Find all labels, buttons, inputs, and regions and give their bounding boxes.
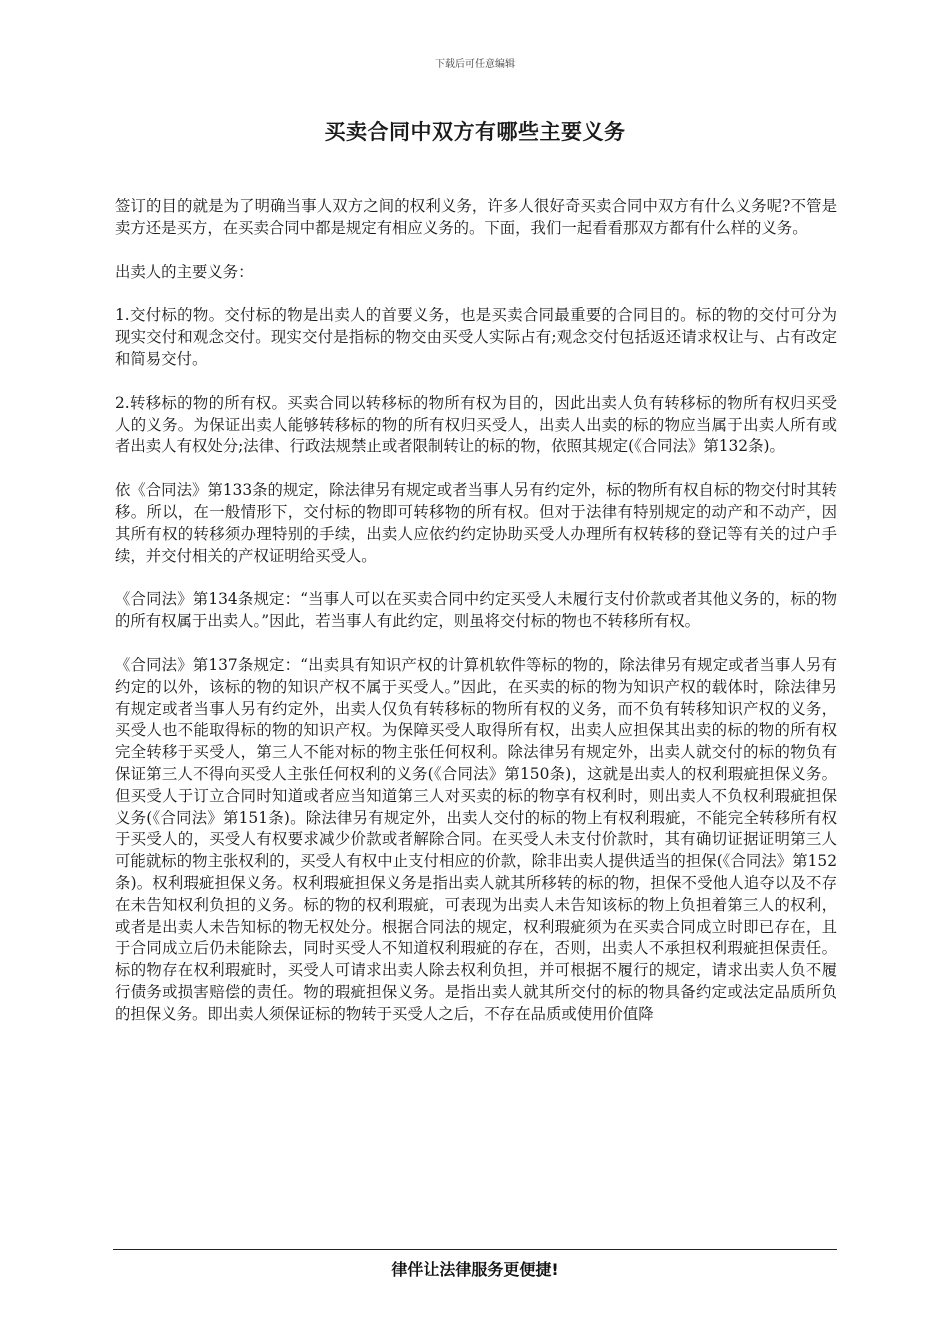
section-heading-seller-obligations: 出卖人的主要义务： xyxy=(115,262,254,281)
document-title: 买卖合同中双方有哪些主要义务 xyxy=(324,120,626,144)
paragraph-deliver-goods: 1.交付标的物。交付标的物是出卖人的首要义务，也是买卖合同最重要的合同目的。标的物的交付可分为现实交付和观念交付。现实交付是指标的物交由买受人实际占有;观念交付包括返还请求权让与、占有改定和简易交付。 xyxy=(115,306,837,368)
paragraph-article-133: 依《合同法》第133条的规定，除法律另有规定或者当事人另有约定外，标的物所有权自标的物交付时其转移。所以，在一般情形下，交付标的物即可转移物的所有权。但对于法律有特别规定的动产和不动产，因其所有权的转移须办理特别的手续，出卖人应依约约定协助买受人办理所有权转移的登记等有关的过户手续，并交付相关的产权证明给买受人。 xyxy=(115,481,837,565)
document-body xyxy=(115,196,837,1026)
intro-paragraph: 签订的目的就是为了明确当事人双方之间的权利义务，许多人很好奇买卖合同中双方有什么义务呢?不管是卖方还是买方，在买卖合同中都是规定有相应义务的。下面，我们一起看看那双方都有什么样的义务。 xyxy=(115,197,837,237)
footer-divider xyxy=(113,1249,837,1250)
paragraph-article-137: 《合同法》第137条规定：“出卖具有知识产权的计算机软件等标的物的，除法律另有规定或者当事人另有约定的以外，该标的物的知识产权不属于买受人。”因此，在买卖的标的物为知识产权的载体时，除法律另有规定或者当事人另有约定外，出卖人仅负有转移标的物所有权的义务，而不负有转移知识产权的义务，买受人也不能取得标的物的知识产权。为保障买受人取得所有权，出卖人应担保其出卖的标的物的所有权完全转移于买受人，第三人不能对标的物主张任何权利。除法律另有规定外，出卖人就交付的标的物负有保证第三人不得向买受人主张任何权利的义务(《合同法》第150条)，这就是出卖人的权利瑕疵担保义务。但买受人于订立合同时知道或者应当知道第三人对买卖的标的物享有权利时，则出卖人不负权利瑕疵担保义务(《合同法》第151条)。除法律另有规定外，出卖人交付的标的物上有权利瑕疵，不能完全转移所有权于买受人的，买受人有权要求减少价款或者解除合同。在买受人未支付价款时，其有确切证据证明第三人可能就标的物主张权利的，买受人有权中止支付相应的价款，除非出卖人提供适当的担保(《合同法》第152条)。权利瑕疵担保义务。权利瑕疵担保义务是指出卖人就其所移转的标的物，担保不受他人追夺以及不存在未告知权利负担的义务。标的物的权利瑕疵，可表现为出卖人未告知该标的物上负担着第三人的权利，或者是出卖人未告知标的物无权处分。根据合同法的规定，权利瑕疵须为在买卖合同成立时即已存在，且于合同成立后仍未能除去，同时买受人不知道权利瑕疵的存在，否则，出卖人不承担权利瑕疵担保责任。标的物存在权利瑕疵时，买受人可请求出卖人除去权利负担，并可根据不履行的规定，请求出卖人负不履行债务或损害赔偿的责任。物的瑕疵担保义务。是指出卖人就其所交付的标的物具备约定或法定品质所负的担保义务。即出卖人须保证标的物转于买受人之后，不存在品质或使用价值降 xyxy=(115,655,837,1023)
header-note: 下载后可任意编辑 xyxy=(435,59,515,70)
paragraph-article-134: 《合同法》第134条规定：“当事人可以在买卖合同中约定买受人未履行支付价款或者其他义务的，标的物的所有权属于出卖人。”因此，若当事人有此约定，则虽将交付标的物也不转移所有权。 xyxy=(115,590,837,631)
footer-slogan: 律伴让法律服务更便捷! xyxy=(391,1260,559,1279)
paragraph-transfer-ownership: 2.转移标的物的所有权。买卖合同以转移标的物所有权为目的，因此出卖人负有转移标的物所有权归买受人的义务。为保证出卖人能够转移标的物的所有权归买受人，出卖人出卖的标的物应当属于出卖人所有或者出卖人有权处分;法律、行政法规禁止或者限制转让的标的物，依照其规定(《合同法》第132条)。 xyxy=(115,393,837,456)
